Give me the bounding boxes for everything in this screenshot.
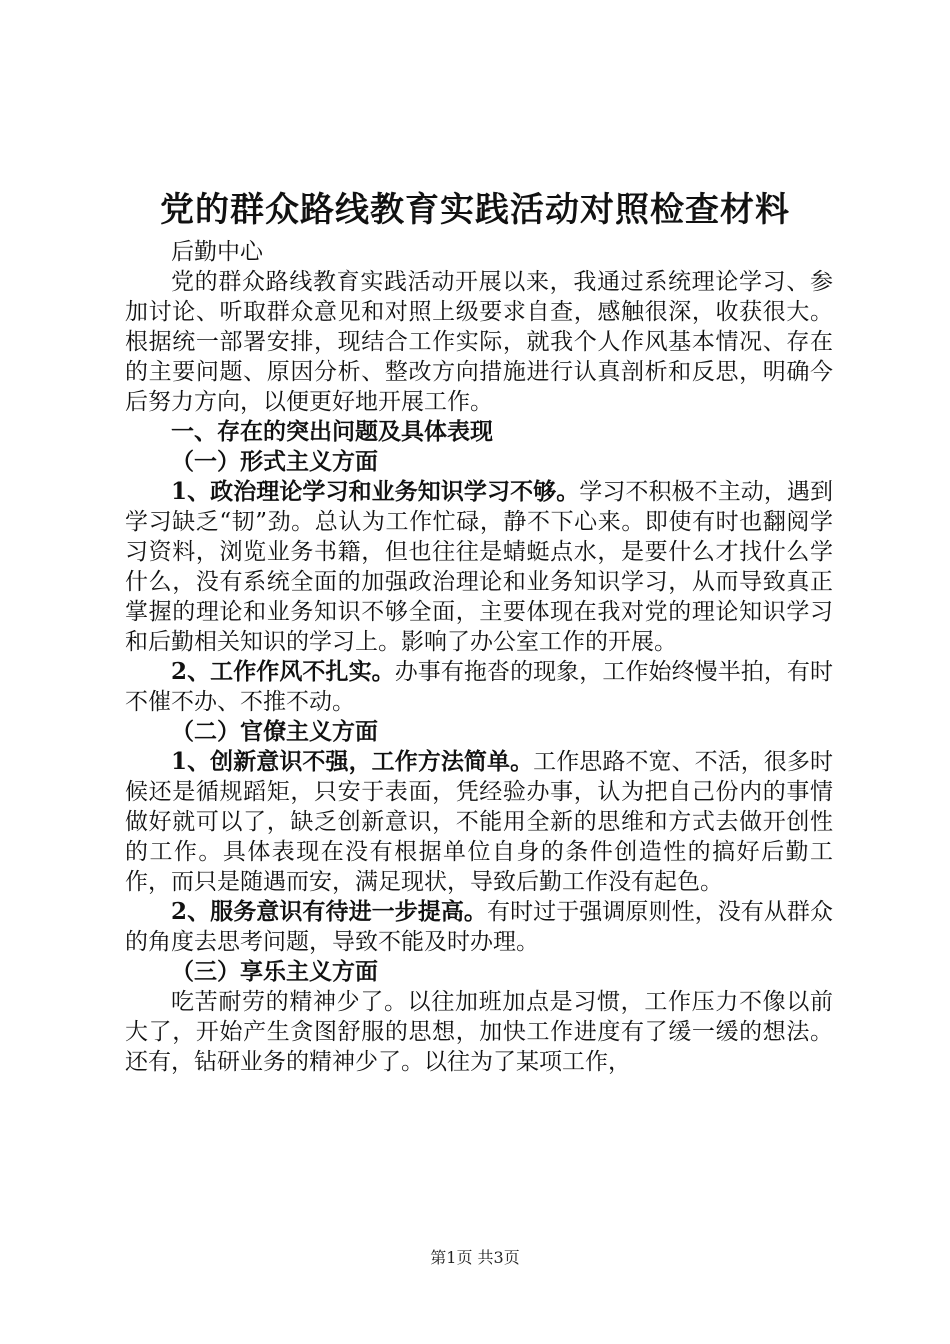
paragraph-item-1-2 (125, 657, 833, 717)
item-2-2-heading: 2、服务意识有待进一步提高。 (171, 898, 487, 925)
item-1-1-text: 学习不积极不主动，遇到学习缺乏“韧”劲。总认为工作忙碌，静不下心来。即使有时也翻阅学习资料，浏览业务书籍，但也往往是蜻蜓点水，是要什么才找什么学什么，没有系统全面的加强政治理论和业务知识学习，从而导致真正掌握的理论和业务知识不够全面，主要体现在我对党的理论知识学习和后勤相关知识的学习上。影响了办公室工作的开展。 (125, 479, 833, 655)
subsection-heading-bureaucratism: （二）官僚主义方面 (171, 718, 378, 745)
paragraph-item-1-1 (125, 477, 833, 657)
paragraph-item-3: 吃苦耐劳的精神少了。以往加班加点是习惯，工作压力不像以前大了，开始产生贪图舒服的思想，加快工作进度有了缓一缓的想法。还有，钻研业务的精神少了。以往为了某项工作， (125, 989, 833, 1075)
item-1-2-heading: 2、工作作风不扎实。 (171, 658, 395, 685)
page-number-footer: 第1页 共3页 (430, 1248, 520, 1267)
intro-paragraph: 党的群众路线教育实践活动开展以来，我通过系统理论学习、参加讨论、听取群众意见和对照上级要求自查，感触很深，收获很大。根据统一部署安排，现结合工作实际，就我个人作风基本情况、存在的主要问题、原因分析、整改方向措施进行认真剖析和反思，明确今后努力方向，以便更好地开展工作。 (125, 269, 833, 415)
item-2-1-heading: 1、创新意识不强，工作方法简单。 (171, 748, 534, 775)
item-2-2-text: 有时过于强调原则性，没有从群众的角度去思考问题，导致不能及时办理。 (125, 899, 833, 955)
section-heading-problems: 一、存在的突出问题及具体表现 (171, 418, 493, 445)
document-title: 党的群众路线教育实践活动对照检查材料 (160, 190, 790, 230)
item-1-2-text: 办事有拖沓的现象，工作始终慢半拍，有时不催不办、不推不动。 (125, 659, 833, 715)
paragraph-item-2-2 (125, 897, 833, 957)
subsection-heading-hedonism: （三）享乐主义方面 (171, 958, 378, 985)
paragraph-item-2-1 (125, 747, 833, 897)
department-line: 后勤中心 (171, 239, 263, 265)
item-2-1-text: 工作思路不宽、不活，很多时候还是循规蹈矩，只安于表面，凭经验办事，认为把自己份内的事情做好就可以了，缺乏创新意识，不能用全新的思维和方式去做开创性的工作。具体表现在没有根据单位自身的条件创造性的搞好后勤工作，而只是随遇而安，满足现状，导致后勤工作没有起色。 (125, 749, 833, 895)
item-1-1-heading: 1、政治理论学习和业务知识学习不够。 (171, 478, 580, 505)
subsection-heading-formalism: （一）形式主义方面 (171, 448, 378, 475)
document-body (125, 237, 833, 1077)
